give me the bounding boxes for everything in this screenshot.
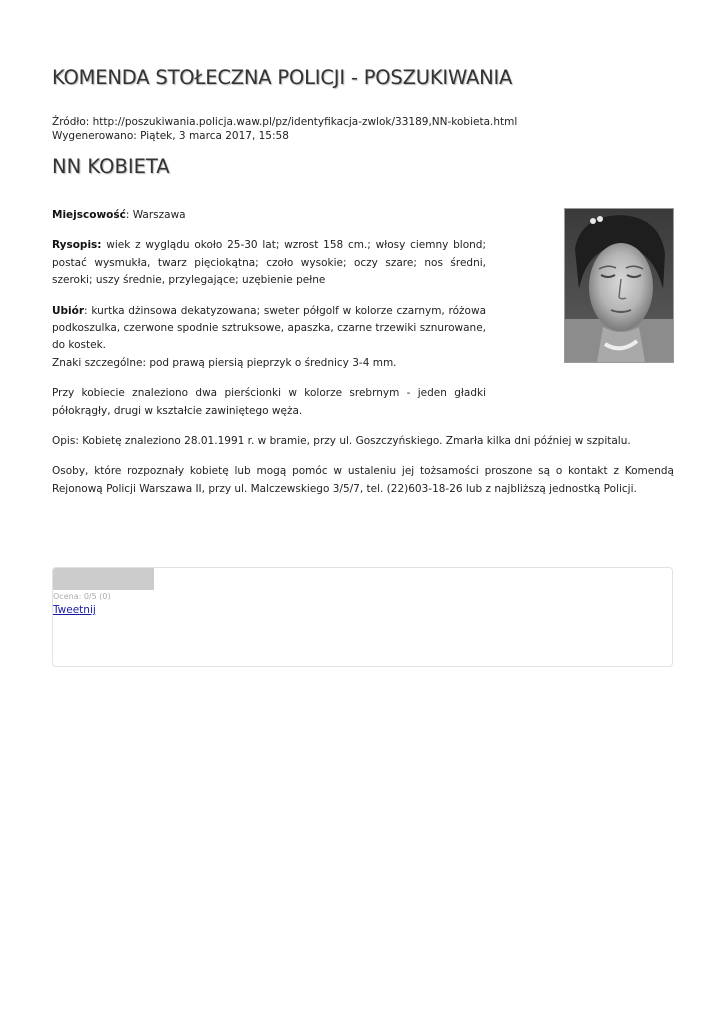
article-content [52, 207, 674, 511]
locality-value: : Warszawa [125, 209, 186, 221]
locality-paragraph [52, 207, 486, 224]
contact-paragraph: Osoby, które rozpoznały kobietę lub mogą pomóc w ustaleniu jej tożsamości proszone są o kontakt z Komendą Rejonową Policji Warszawa II, przy ul. Malczewskiego 3/5/7, tel. (22)603-18-26 lub z najbliższą jednostką Policji. [52, 465, 674, 495]
page-title: KOMENDA STOŁECZNA POLICJI - POSZUKIWANIA [52, 66, 513, 89]
document-meta [52, 115, 517, 143]
tweet-link[interactable]: Tweetnij [53, 604, 96, 616]
clothing-paragraph [52, 303, 486, 373]
found-description-paragraph: Opis: Kobietę znaleziono 28.01.1991 r. w bramie, przy ul. Goszczyńskiego. Zmarła kilka dni później w szpitalu. [52, 435, 631, 448]
locality-label: Miejscowość [52, 209, 126, 221]
rating-stars-bar[interactable] [53, 568, 154, 590]
description-value: wiek z wyglądu około 25-30 lat; wzrost 158 cm.; włosy ciemny blond; postać wysmukła, twarz pięciokątna; czoło wysokie; oczy szare; nos średni, szeroki; uszy średnie, przylegające; uzębienie pełne [52, 239, 486, 287]
generated-date-text: Wygenerowano: Piątek, 3 marca 2017, 15:58 [52, 130, 289, 142]
distinguishing-marks-text: Znaki szczególne: pod prawą piersią pieprzyk o średnicy 3-4 mm. [52, 356, 397, 369]
source-url-text: Źródło: http://poszukiwania.policja.waw.pl/pz/identyfikacja-zwlok/33189,NN-kobieta.html [52, 116, 518, 128]
description-paragraph [52, 237, 486, 289]
clothing-value: : kurtka dżinsowa dekatyzowana; sweter półgolf w kolorze czarnym, różowa podkoszulka, czerwone spodnie sztruksowe, apaszka, czarne trzewiki sznurowane, do kostek. [52, 304, 486, 352]
clothing-label: Ubiór [52, 304, 85, 317]
person-photo [564, 208, 674, 363]
article-title: NN KOBIETA [52, 155, 170, 178]
description-label: Rysopis: [52, 239, 102, 252]
rating-summary: Ocena: 0/5 (0) [53, 592, 111, 601]
rings-paragraph: Przy kobiecie znaleziono dwa pierścionki w kolorze srebrnym - jeden gładki półokrągły, drugi w kształcie zawiniętego węża. [52, 387, 486, 417]
rating-panel [52, 567, 673, 667]
